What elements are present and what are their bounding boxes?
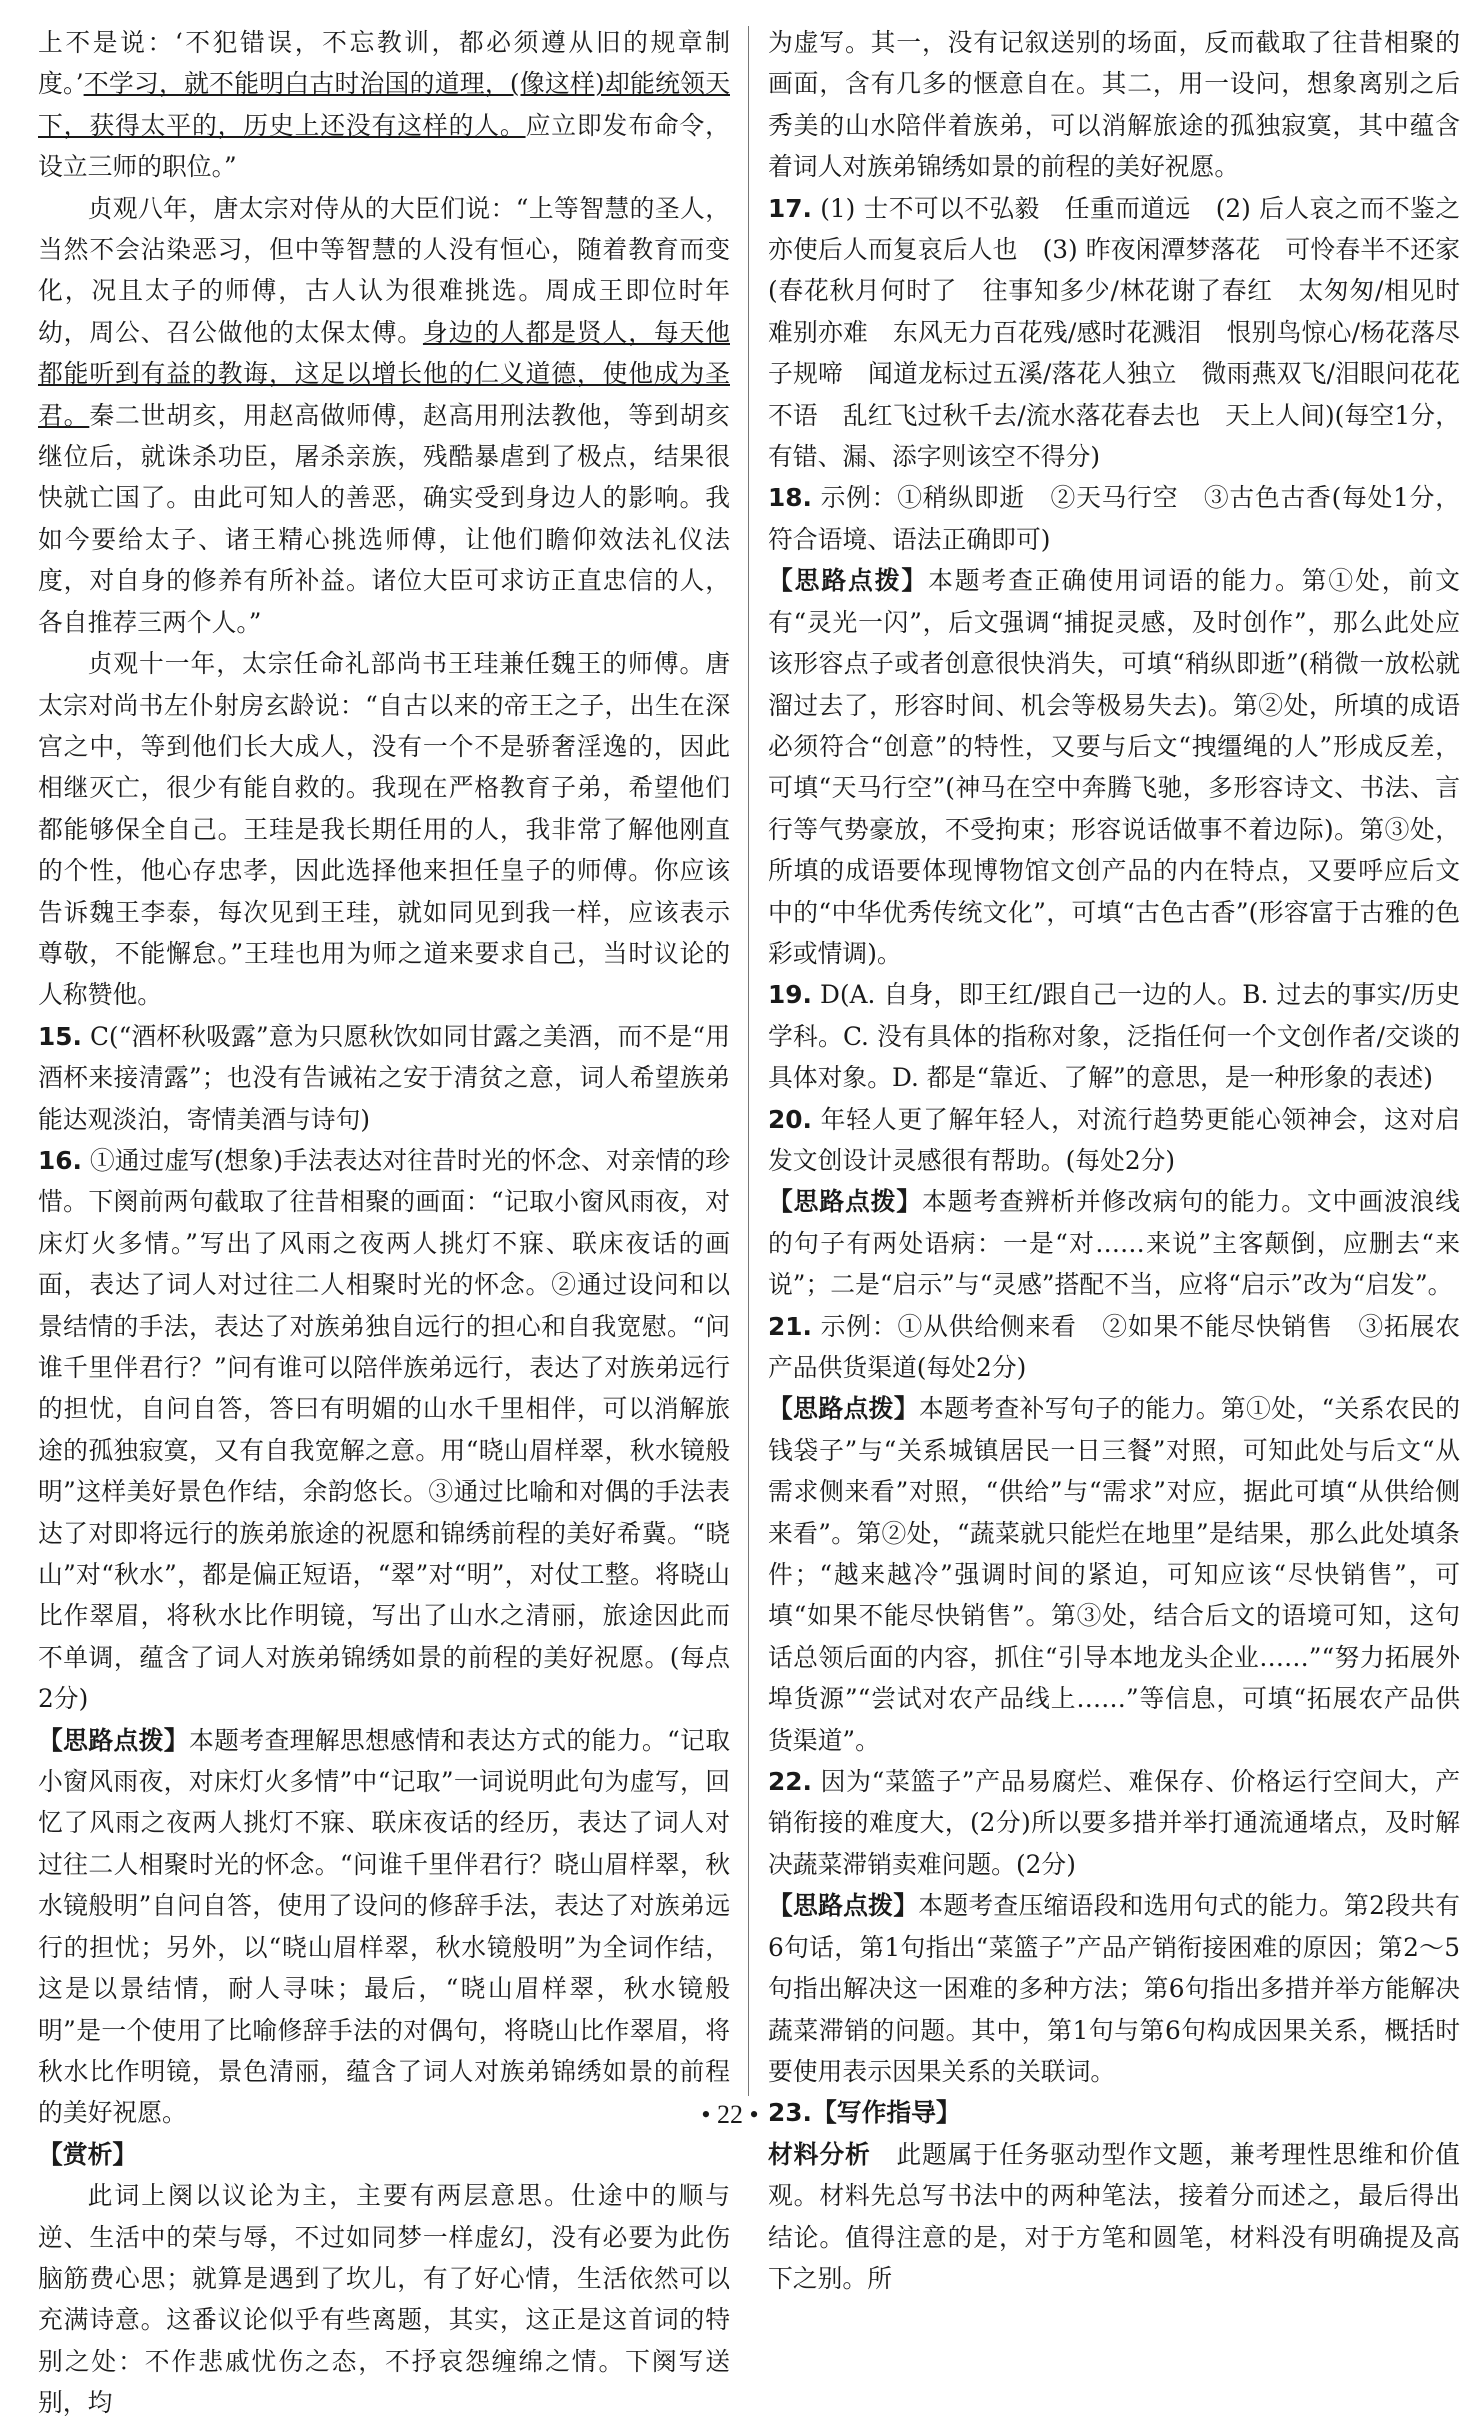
appreciation-continued: 为虚写。其一，没有记叙送别的场面，反而截取了往昔相聚的画面，含有几多的惬意自在。其二，用一设问，想象离别之后秀美的山水陪伴着族弟，可以消解旅途的孤独寂寞，其中蕴含着词人对族弟锦绣如景的前程的美好祝愿。 — [768, 28, 1460, 182]
passage-translation-2: 贞观八年，唐太宗对侍从的大臣们说：“上等智慧的圣人，当然不会沾染恶习，但中等智慧的人没有恒心，随着教育而变化，况且太子的师傅，古人认为很难挑选。周成王即位时年幼，周公、召公做他的太保太傅。身边的人都是贤人，每天他都能听到有益的教诲，这足以增长他的仁义道德，使他成为圣君。秦二世胡亥，用赵高做师傅，赵高用刑法教他，等到胡亥继位后，就诛杀功臣，屠杀亲族，残酷暴虐到了极点，结果很快就亡国了。由此可知人的善恶，确实受到身边人的影响。我如今要给太子、诸王精心挑选师傅，让他们瞻仰效法礼仪法度，对自身的修养有所补益。诸位大臣可求访正直忠信的人，各自推荐三两个人。” — [38, 193, 730, 637]
right-column — [768, 22, 1460, 2299]
answer-17: 17. (1) 士不可以不弘毅 任重而道远 (2) 后人哀之而不鉴之 亦使后人而复哀后人也 (3) 昨夜闲潭梦落花 可怜春半不还家(春花秋月何时了 往事知多少/林花谢了春红 太匆匆/相见时难别亦难 东风无力百花残/感时花溅泪 恨别鸟惊心/杨花落尽子规啼 闻道龙标过五溪/落花人独立 微雨燕双飞/泪眼问花花不语 乱红飞过秋千去/流水落花春去也 天上人间)(每空1分，有错、漏、添字则该空不得分) — [768, 193, 1460, 472]
answer-21: 21. 示例：①从供给侧来看 ②如果不能尽快销售 ③拓展农产品供货渠道(每处2分) — [768, 1311, 1460, 1382]
tip-21: 【思路点拨】本题考查补写句子的能力。第①处，“关系农民的钱袋子”与“关系城镇居民一日三餐”对照，可知此处与后文“从需求侧来看”对照，“供给”与“需求”对应，据此可填“从供给侧来看”。第②处，“蔬菜就只能烂在地里”是结果，那么此处填条件；“越来越冷”强调时间的紧迫，可知应该“尽快销售”，可填“如果不能尽快销售”。第③处，结合后文的语境可知，这句话总领后面的内容，抓住“引导本地龙头企业……”“努力拓展外埠货源”“尝试对农产品线上……”等信息，可填“拓展农产品供货渠道”。 — [768, 1394, 1460, 1755]
appreciation-heading: 【赏析】 — [38, 2139, 138, 2169]
passage-translation-1: 上不是说：‘不犯错误，不忘教训，都必须遵从旧的规章制度。’不学习，就不能明白古时治国的道理，(像这样)却能统领天下，获得太平的，历史上还没有这样的人。应立即发布命令，设立三师的职位。” — [38, 28, 730, 182]
tip-18: 【思路点拨】本题考查正确使用词语的能力。第①处，前文有“灵光一闪”，后文强调“捕捉灵感，及时创作”，那么此处应该形容点子或者创意很快消失，可填“稍纵即逝”(稍微一放松就溜过去了，形容时间、机会等极易失去)。第②处，所填的成语必须符合“创意”的特性，又要与后文“拽缰绳的人”形成反差，可填“天马行空”(神马在空中奔腾飞驰，多形容诗文、书法、言行等气势豪放，不受拘束；形容说话做事不着边际)。第③处，所填的成语要体现博物馆文创产品的内在特点，又要呼应后文中的“中华优秀传统文化”，可填“古色古香”(形容富于古雅的色彩或情调)。 — [768, 566, 1460, 968]
answer-18: 18. 示例：①稍纵即逝 ②天马行空 ③古色古香(每处1分，符合语境、语法正确即可) — [768, 483, 1460, 554]
tip-20: 【思路点拨】本题考查辨析并修改病句的能力。文中画波浪线的句子有两处语病：一是“对……来说”主客颠倒，应删去“来说”；二是“启示”与“灵感”搭配不当，应将“启示”改为“启发”。 — [768, 1187, 1460, 1300]
column-divider — [748, 26, 749, 2096]
answer-16: 16. ①通过虚写(想象)手法表达对往昔时光的怀念、对亲情的珍惜。下阕前两句截取了往昔相聚的画面：“记取小窗风雨夜，对床灯火多情。”写出了风雨之夜两人挑灯不寐、联床夜话的画面，表达了词人对过往二人相聚时光的怀念。②通过设问和以景结情的手法，表达了对族弟独自远行的担心和自我宽慰。“问谁千里伴君行？”问有谁可以陪伴族弟远行，表达了对族弟远行的担忧，自问自答，答曰有明媚的山水千里相伴，可以消解旅途的孤独寂寞，又有自我宽解之意。用“晓山眉样翠，秋水镜般明”这样美好景色作结，余韵悠长。③通过比喻和对偶的手法表达了对即将远行的族弟旅途的祝愿和锦绣前程的美好希冀。“晓山”对“秋水”，都是偏正短语，“翠”对“明”，对仗工整。将晓山比作翠眉，将秋水比作明镜，写出了山水之清丽，旅途因此而不单调，蕴含了词人对族弟锦绣如景的前程的美好祝愿。(每点2分) — [38, 1145, 730, 1714]
appreciation-text: 此词上阕以议论为主，主要有两层意思。仕途中的顺与逆、生活中的荣与辱，不过如同梦一样虚幻，没有必要为此伤脑筋费心思；就算是遇到了坎儿，有了好心情，生活依然可以充满诗意。这番议论似乎有些离题，其实，这正是这首词的特别之处：不作悲戚忧伤之态，不抒哀怨缠绵之情。下阕写送别，均 — [38, 2181, 730, 2418]
passage-translation-3: 贞观十一年，太宗任命礼部尚书王珪兼任魏王的师傅。唐太宗对尚书左仆射房玄龄说：“自古以来的帝王之子，出生在深宫之中，等到他们长大成人，没有一个不是骄奢淫逸的，因此相继灭亡，很少有能自救的。我现在严格教育子弟，希望他们都能够保全自己。王珪是我长期任用的人，我非常了解他刚直的个性，他心存忠孝，因此选择他来担任皇子的师傅。你应该告诉魏王李泰，每次见到王珪，就如同见到我一样，应该表示尊敬，不能懈怠。”王珪也用为师之道来要求自己，当时议论的人称赞他。 — [38, 649, 730, 1010]
page-number: • 22 • — [701, 2100, 759, 2129]
tip-22: 【思路点拨】本题考查压缩语段和选用句式的能力。第2段共有6句话，第1句指出“菜篮子”产品产销衔接困难的原因；第2～5句指出解决这一困难的多种方法；第6句指出多措并举方能解决蔬菜滞销的问题。其中，第1句与第6句构成因果关系，概括时要使用表示因果关系的关联词。 — [768, 1891, 1460, 2086]
tip-16: 【思路点拨】本题考查理解思想感情和表达方式的能力。“记取小窗风雨夜，对床灯火多情”中“记取”一词说明此句为虚写，回忆了风雨之夜两人挑灯不寐、联床夜话的经历，表达了词人对过往二人相聚时光的怀念。“问谁千里伴君行？晓山眉样翠，秋水镜般明”自问自答，使用了设问的修辞手法，表达了对族弟远行的担忧；另外，以“晓山眉样翠，秋水镜般明”为全词作结，这是以景结情，耐人寻味；最后，“晓山眉样翠，秋水镜般明”是一个使用了比喻修辞手法的对偶句，将晓山比作翠眉，将秋水比作明镜，景色清丽，蕴含了词人对族弟锦绣如景的前程的美好祝愿。 — [38, 1725, 730, 2128]
left-column — [38, 22, 730, 2424]
answer-23: 材料分析 此题属于任务驱动型作文题，兼考理性思维和价值观。材料先总写书法中的两种笔法，接着分而述之，最后得出结论。值得注意的是，对于方笔和圆笔，材料没有明确提及高下之别。所 — [768, 2139, 1460, 2293]
answer-22: 22. 因为“菜篮子”产品易腐烂、难保存、价格运行空间大，产销衔接的难度大，(2分)所以要多措并举打通流通堵点，及时解决蔬菜滞销卖难问题。(2分) — [768, 1767, 1460, 1879]
answer-20: 20. 年轻人更了解年轻人，对流行趋势更能心领神会，这对启发文创设计灵感很有帮助。(每处2分) — [768, 1104, 1460, 1175]
answer-15: 15. C(“酒杯秋吸露”意为只愿秋饮如同甘露之美酒，而不是“用酒杯来接清露”；也没有告诫祐之安于清贫之意，词人希望族弟能达观淡泊，寄情美酒与诗句) — [38, 1021, 730, 1134]
answer-23-heading: 23.【写作指导】 — [768, 2098, 961, 2128]
answer-19: 19. D(A. 自身，即王红/跟自己一边的人。B. 过去的事实/历史学科。C. 没有具体的指称对象，泛指任何一个文创作者/交谈的具体对象。D. 都是“靠近、了解”的意思，是一种形象的表述) — [768, 980, 1460, 1093]
